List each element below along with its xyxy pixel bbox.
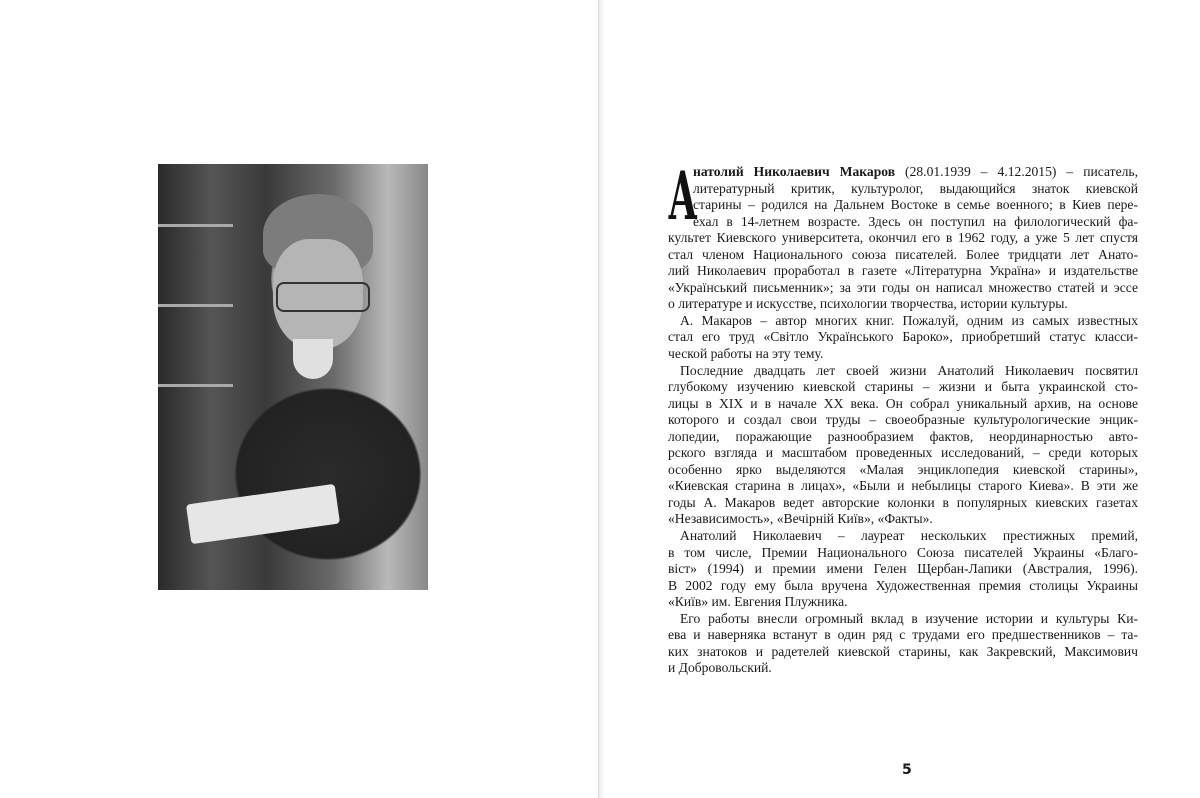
shelf: [158, 384, 233, 387]
page-number: 5: [902, 762, 912, 778]
text-line: [668, 578, 1138, 595]
gutter-shadow: [599, 0, 605, 798]
line-text: и Добровольский.: [668, 660, 772, 676]
line-text: литературный критик, культуролог, выдающийся знаток киевской: [693, 180, 1138, 196]
line-text: стал членом Национального союза писателей. Более тридцати лет Анато-: [668, 246, 1138, 262]
line-text: віст» (1994) и премии имени Гелен Щербан-Лапики (Австралия, 1996).: [668, 561, 1138, 577]
line-text: старины – родился на Дальнем Востоке в семье военного; в Киев пере-: [693, 197, 1138, 213]
text-line: [668, 329, 1138, 346]
text-line: [668, 263, 1138, 280]
text-line: [668, 561, 1138, 578]
line-text: глубокому изучению киевской старины – жизни и быта украинской сто-: [668, 379, 1138, 395]
line-text: годы А. Макаров ведет авторские колонки в популярных киевских газетах: [668, 494, 1138, 510]
text-line: [668, 611, 1138, 628]
text-line: [668, 247, 1138, 264]
line-text: которого и создал свои труды – своеобразные культурологические энцик-: [668, 412, 1138, 428]
line-text: Анатолий Николаевич – лауреат нескольких престижных премий,: [680, 528, 1138, 544]
line-text: «Український письменник»; за эти годы он написал множество статей и эссе: [668, 279, 1138, 295]
text-line: [668, 412, 1138, 429]
text-line: [668, 627, 1138, 644]
text-line: [668, 214, 1138, 231]
text-line: [668, 594, 1138, 611]
line-text: В 2002 году ему была вручена Художественная премия столицы Украины: [668, 577, 1138, 593]
text-line: [668, 396, 1138, 413]
line-text: лопедии, поражающие разнообразием фактов, неординарностью авто-: [668, 428, 1138, 444]
open-book: [186, 484, 340, 544]
text-line: [668, 346, 1138, 363]
line-text: ева и наверняка встанут в один ряд с трудами его предшественников – та-: [668, 627, 1138, 643]
text-line: [668, 445, 1138, 462]
text-line: [668, 478, 1138, 495]
text-line: [668, 528, 1138, 545]
text-line: [668, 313, 1138, 330]
line-text: лицы в XIX и в начале XX века. Он собрал уникальный архив, на основе: [668, 395, 1138, 411]
line-text: (28.01.1939 – 4.12.2015) – писатель,: [895, 164, 1138, 179]
line-text: стал его труд «Світло Українського Бароко», приобретший статус класси-: [668, 329, 1138, 345]
line-text: ехал в 14-летнем возрасте. Здесь он поступил на филологический фа-: [693, 213, 1138, 229]
text-line: [668, 230, 1138, 247]
drop-cap: А: [668, 157, 698, 235]
portrait-photo: [158, 164, 428, 590]
line-text: особенно ярко выделяются «Малая энциклопедия киевской старины»,: [668, 461, 1138, 477]
author-name: натолий Николаевич Макаров: [693, 164, 896, 179]
line-text: А. Макаров – автор многих книг. Пожалуй, одним из самых известных: [680, 312, 1138, 328]
text-line: [668, 296, 1138, 313]
line-text: о литературе и искусстве, психологии творчества, истории культуры.: [668, 296, 1068, 312]
text-line: [668, 462, 1138, 479]
line-text: ческой работы на эту тему.: [668, 346, 824, 362]
line-text: Последние двадцать лет своей жизни Анатолий Николаевич посвятил: [680, 362, 1138, 378]
shelf: [158, 224, 233, 227]
line-text: лий Николаевич проработал в газете «Літературна Україна» и издательстве: [668, 263, 1138, 279]
glasses: [276, 282, 370, 312]
text-line: [668, 511, 1138, 528]
text-line: [668, 164, 1138, 181]
beard: [293, 339, 333, 379]
line-text: «Київ» им. Евгения Плужника.: [668, 594, 848, 610]
text-line: [668, 660, 1138, 677]
text-line: [668, 545, 1138, 562]
text-line: [668, 280, 1138, 297]
line-text: рского взгляда и масштабом проведенных исследований, – среди которых: [668, 445, 1138, 461]
line-text: культет Киевского университета, окончил его в 1962 году, а уже 5 лет спустя: [668, 230, 1138, 246]
text-line: [668, 495, 1138, 512]
line-text: ких знатоков и радетелей киевской старины, как Закревский, Максимович: [668, 643, 1138, 659]
text-line: [668, 379, 1138, 396]
text-line: [668, 363, 1138, 380]
text-line: [668, 181, 1138, 198]
text-line: [668, 429, 1138, 446]
text-line: [668, 644, 1138, 661]
line-text: Его работы внесли огромный вклад в изучение истории и культуры Ки-: [680, 610, 1138, 626]
line-text: «Независимость», «Вечірній Київ», «Факты».: [668, 511, 933, 527]
line-text: в том числе, Премии Национального Союза писателей Украины «Благо-: [668, 544, 1138, 560]
body-text: [668, 157, 1138, 677]
shelf: [158, 304, 233, 307]
line-text: «Киевская старина в лицах», «Были и небылицы старого Киева». В эти же: [668, 478, 1138, 494]
text-line: [668, 197, 1138, 214]
